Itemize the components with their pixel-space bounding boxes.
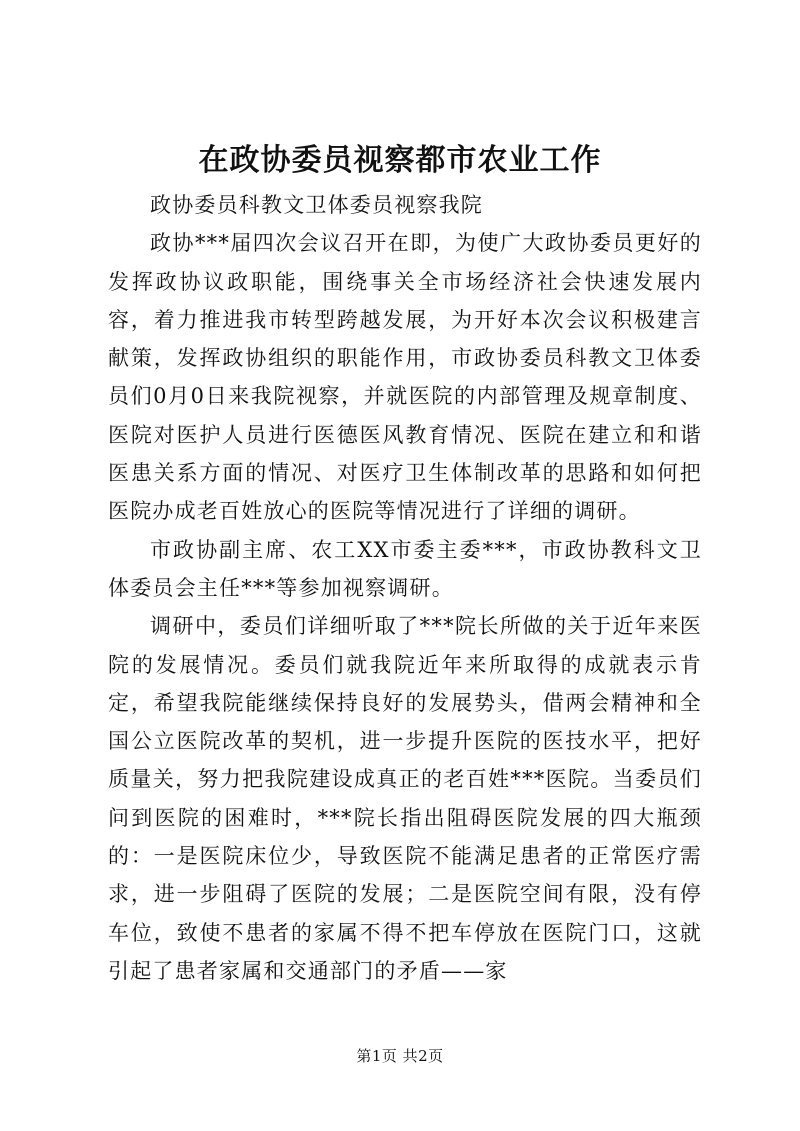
- paragraph: 市政协副主席、农工XX市委主委***，市政协教科文卫体委员会主任***等参加视察调研。: [108, 537, 702, 600]
- document-body: [108, 186, 702, 990]
- paragraph: 政协***届四次会议召开在即，为使广大政协委员更好的发挥政协议政职能，围绕事关全市场经济社会快速发展内容，着力推进我市转型跨越发展，为开好本次会议积极建言献策，发挥政协组织的职能作用，市政协委员科教文卫体委员们0月0日来我院视察，并就医院的内部管理及规章制度、医院对医护人员进行医德医风教育情况、医院在建立和和谐医患关系方面的情况、对医疗卫生体制改革的思路和如何把医院办成老百姓放心的医院等情况进行了详细的调研。: [108, 231, 702, 524]
- paragraph-subtitle: 政协委员科教文卫体委员视察我院: [150, 193, 483, 217]
- page-footer: 第1页 共2页: [356, 1047, 444, 1065]
- paragraph: 调研中，委员们详细听取了***院长所做的关于近年来医院的发展情况。委员们就我院近年来所取得的成就表示肯定，希望我院能继续保持良好的发展势头，借两会精神和全国公立医院改革的契机，进一步提升医院的医技水平，把好质量关，努力把我院建设成真正的老百姓***医院。当委员们问到医院的困难时，***院长指出阻碍医院发展的四大瓶颈的：一是医院床位少，导致医院不能满足患者的正常医疗需求，进一步阻碍了医院的发展；二是医院空间有限，没有停车位，致使不患者的家属不得不把车停放在医院门口，这就引起了患者家属和交通部门的矛盾——家: [108, 614, 702, 983]
- document-title: 在政协委员视察都市农业工作: [198, 143, 602, 178]
